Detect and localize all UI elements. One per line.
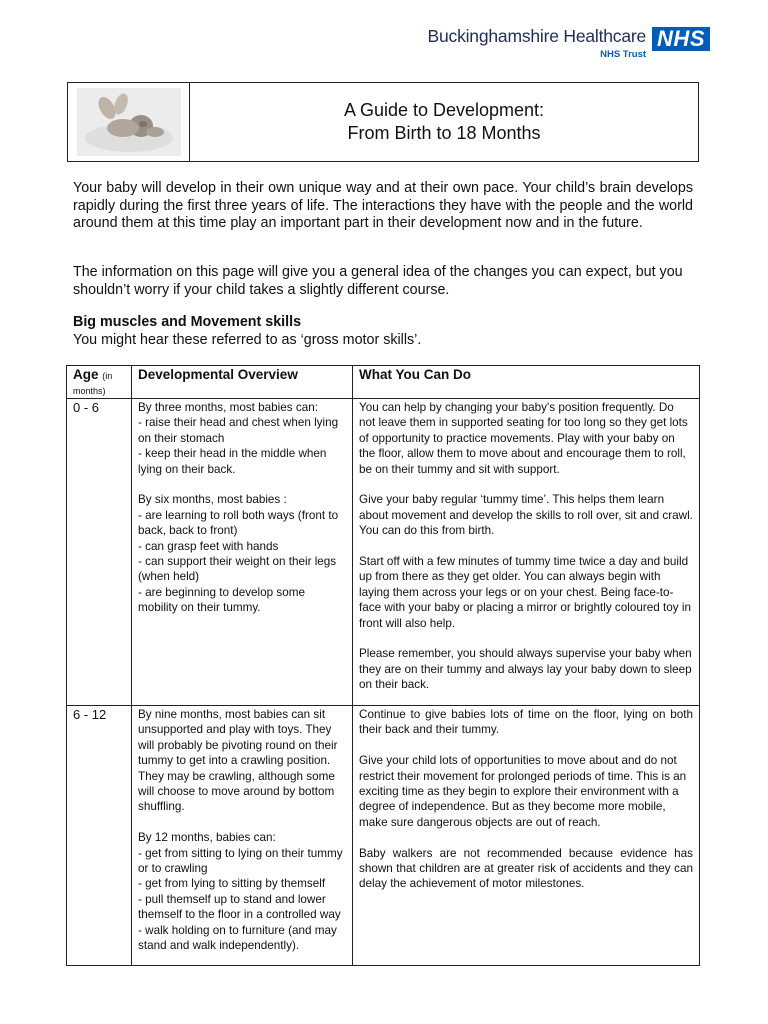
- page-title: A Guide to Development:: [343, 100, 545, 120]
- overview-cell: [132, 706, 353, 966]
- baby-image-icon: [77, 88, 181, 156]
- photo-cell: [68, 83, 190, 161]
- what-cell: [353, 706, 700, 966]
- what-paragraph: Please remember, you should always supervise your baby when they are on their tummy and always lay your baby down to sleep on their back.: [359, 647, 692, 692]
- section-title: Big muscles and Movement skills: [73, 314, 302, 330]
- what-header: What You Can Do: [353, 366, 700, 399]
- overview-line: - are beginning to develop some mobility on their tummy.: [138, 585, 305, 615]
- what-paragraph: Start off with a few minutes of tummy time twice a day and build up from there as they get older. You can always begin with laying them across your legs or on your chest. Being face-to-face with your baby or placing a mirror or brightly coloured toy in front will also help.: [359, 555, 691, 630]
- overview-header: Developmental Overview: [132, 366, 353, 399]
- overview-line: - can support their weight on their legs (when held): [138, 555, 337, 584]
- table-row: [67, 399, 700, 706]
- overview-line: - can grasp feet with hands: [138, 539, 279, 553]
- trust-name-block: [428, 26, 647, 60]
- overview-line: - get from lying to sitting by themself: [138, 877, 326, 891]
- intro-paragraph-1: Your baby will develop in their own unique way and at their own pace. Your child’s brain develops rapidly during the first three years of life. The interactions they have with the people and the world around them at this time play an important part in their development now and in the future.: [73, 180, 693, 231]
- overview-line: By six months, most babies :: [138, 493, 287, 507]
- title-box: [67, 82, 699, 162]
- overview-line: - get from sitting to lying on their tummy or to crawling: [138, 846, 343, 876]
- trust-name: Buckinghamshire Healthcare: [427, 26, 647, 46]
- title-cell: [190, 83, 698, 161]
- what-cell: [353, 399, 700, 706]
- age-cell: 0 - 6: [67, 399, 132, 706]
- overview-line: By three months, most babies can:: [138, 401, 318, 414]
- what-paragraph: You can help by changing your baby's position frequently. Do not leave them in supported seating for too long so they get lots of opportunity to practice movements. Play with your baby on the floor, allow them to move about and encourage them to roll, be on their tummy and sit with support.: [359, 401, 688, 476]
- table-row: [67, 706, 700, 966]
- what-paragraph: Continue to give babies lots of time on the floor, lying on both their back and their tummy.: [359, 708, 693, 737]
- nhs-logo: NHS: [652, 27, 710, 51]
- age-header: [67, 366, 132, 399]
- overview-line: - keep their head in the middle when lying on their back.: [138, 447, 327, 476]
- what-paragraph: Baby walkers are not recommended because evidence has shown that children are at greater risk of accidents and they can delay the achievement of motor milestones.: [359, 846, 693, 891]
- age-cell: 6 - 12: [67, 706, 132, 966]
- trust-branding: [428, 26, 710, 60]
- baby-photo: [77, 88, 181, 156]
- age-header-note: (in months): [73, 371, 113, 396]
- intro-paragraph-2: The information on this page will give you a general idea of the changes you can expect, but you shouldn’t worry if your child takes a slightly different course.: [73, 264, 683, 298]
- what-paragraph: Give your baby regular ‘tummy time’. This helps them learn about movement and develop the skills to roll over, sit and crawl. You can do this from birth.: [359, 493, 693, 538]
- overview-line: - are learning to roll both ways (front to back, back to front): [138, 508, 339, 538]
- overview-line: By nine months, most babies can sit unsupported and play with toys. They will probably be pivoting round on their tummy to get into a crawling position. They may be crawling, although some will choose to move around by bottom shuffling.: [138, 708, 338, 814]
- overview-line: - walk holding on to furniture (and may stand and walk independently).: [138, 923, 337, 953]
- what-paragraph: Give your child lots of opportunities to move about and do not restrict their movement for prolonged periods of time. This is an exciting time as they begin to explore their environment with a degree of independence. But as they become more mobile, make sure dangerous objects are out of reach.: [359, 754, 687, 829]
- page-subtitle: From Birth to 18 Months: [347, 123, 541, 143]
- section-subtitle: You might hear these referred to as ‘gross motor skills’.: [73, 331, 422, 348]
- age-header-label: Age: [73, 367, 99, 382]
- development-table: [66, 365, 700, 966]
- overview-line: - pull themself up to stand and lower themself to the floor in a controlled way: [138, 892, 341, 922]
- overview-cell: [132, 399, 353, 706]
- overview-line: By 12 months, babies can:: [138, 831, 276, 845]
- trust-subtitle: NHS Trust: [600, 49, 647, 60]
- table-header-row: [67, 366, 700, 399]
- overview-line: - raise their head and chest when lying on their stomach: [138, 416, 339, 445]
- section-heading-block: [73, 314, 693, 349]
